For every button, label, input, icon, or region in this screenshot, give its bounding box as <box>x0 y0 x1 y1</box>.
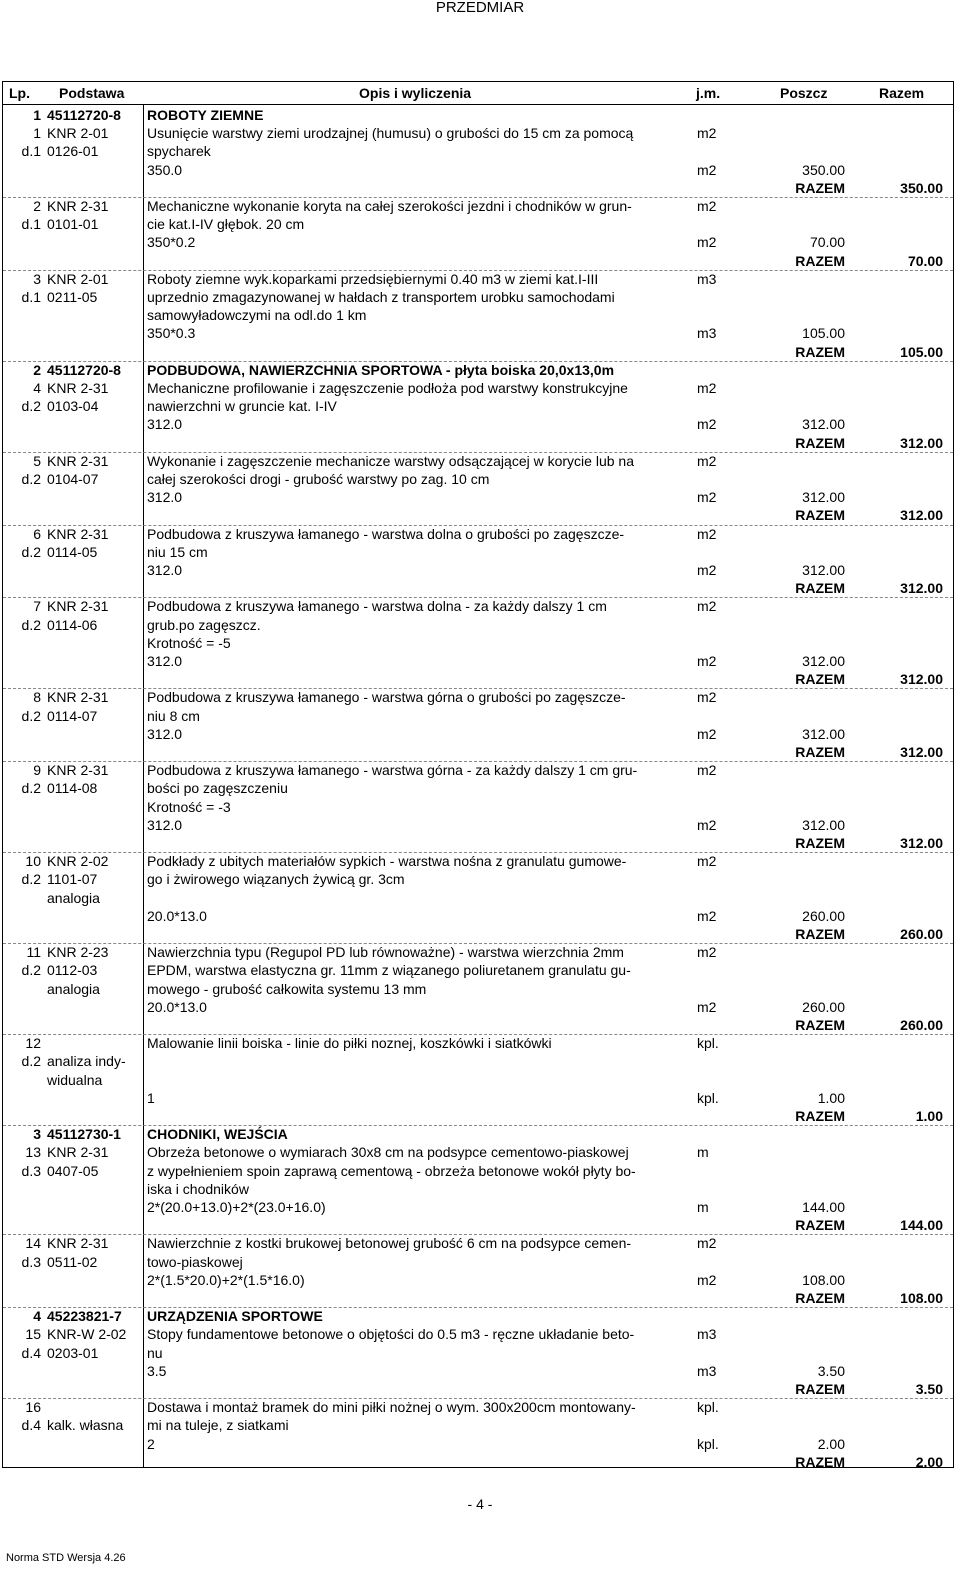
row-separator <box>3 1125 953 1126</box>
row-lp: 15 <box>25 1326 41 1343</box>
row-unit: m2 <box>697 689 717 706</box>
row-poszcz: RAZEM <box>795 252 845 269</box>
col-basis: Podstawa <box>59 85 125 101</box>
row-basis: 45112720-8 <box>47 107 121 123</box>
row-lp: d.3 <box>21 1162 41 1179</box>
row-unit: m2 <box>697 489 717 506</box>
row-poszcz: RAZEM <box>795 434 845 451</box>
row-razem: 350.00 <box>900 179 943 196</box>
row-poszcz: 260.00 <box>802 907 845 924</box>
row-unit: m2 <box>697 725 717 742</box>
row-lp: 2 <box>33 198 41 214</box>
row-separator <box>3 1307 953 1308</box>
row-unit: m2 <box>697 598 717 615</box>
row-unit: m2 <box>697 853 717 870</box>
row-razem: 1.00 <box>915 1108 943 1124</box>
row-desc: niu 8 cm <box>147 707 200 724</box>
row-lp: d.2 <box>21 1053 41 1070</box>
row-razem: 312.00 <box>900 835 943 851</box>
row-desc: 20.0*13.0 <box>147 998 207 1015</box>
row-basis: KNR 2-31 <box>47 198 109 214</box>
row-basis: 1101-07 <box>47 871 98 888</box>
row-desc: CHODNIKI, WEJŚCIA <box>147 1126 288 1143</box>
divider-basis <box>143 104 144 1467</box>
row-lp: d.2 <box>21 616 41 633</box>
row-poszcz: RAZEM <box>795 1453 845 1470</box>
row-basis: KNR-W 2-02 <box>47 1326 127 1343</box>
row-basis: KNR 2-31 <box>47 762 109 779</box>
row-desc: 350*0.3 <box>147 325 196 342</box>
table-header <box>3 82 953 105</box>
row-poszcz: RAZEM <box>795 926 845 942</box>
row-desc: 312.0 <box>147 816 183 833</box>
row-desc: Podbudowa z kruszywa łamanego - warstwa dolna o grubości po zagęszcze- <box>147 525 625 542</box>
row-desc: Podkłady z ubitych materiałów sypkich - warstwa nośna z granulatu gumowe- <box>147 853 627 870</box>
row-desc: 2*(20.0+13.0)+2*(23.0+16.0) <box>147 1199 326 1215</box>
row-desc: uprzednio zmagazynowanej w hałdach z transportem urobku samochodami <box>147 289 615 305</box>
row-lp: d.2 <box>21 543 41 560</box>
row-unit: m2 <box>697 125 717 142</box>
row-desc: EPDM, warstwa elastyczna gr. 11mm z wiązanego poliuretanem granulatu gu- <box>147 962 631 979</box>
row-basis: analogia <box>47 980 100 997</box>
bill-of-quantities-table <box>2 81 954 1468</box>
row-unit: m2 <box>697 452 717 469</box>
row-desc: Stopy fundamentowe betonowe o objętości do 0.5 m3 - ręczne układanie beto- <box>147 1326 635 1343</box>
row-poszcz: 2.00 <box>817 1435 845 1452</box>
row-basis: 0114-05 <box>47 543 98 560</box>
row-lp: d.1 <box>21 143 41 160</box>
row-razem: 3.50 <box>915 1381 943 1397</box>
row-desc: 20.0*13.0 <box>147 907 207 924</box>
row-desc: 312.0 <box>147 562 183 578</box>
row-lp: 3 <box>33 1126 41 1143</box>
row-desc: Usunięcie warstwy ziemi urodzajnej (humusu) o grubości do 15 cm za pomocą <box>147 125 634 142</box>
row-desc: 3.5 <box>147 1362 167 1379</box>
row-desc: samowyładowczymi na odl.do 1 km <box>147 307 367 324</box>
row-unit: m2 <box>697 416 717 433</box>
row-basis: KNR 2-31 <box>47 1144 109 1161</box>
footer-software: Norma STD Wersja 4.26 <box>6 1552 126 1564</box>
row-lp: 1 <box>33 107 41 123</box>
row-basis: kalk. własna <box>47 1417 124 1434</box>
row-desc: Podbudowa z kruszywa łamanego - warstwa górna - za każdy dalszy 1 cm gru- <box>147 762 638 779</box>
row-unit: m2 <box>697 944 717 961</box>
row-lp: d.2 <box>21 780 41 797</box>
row-desc: iska i chodników <box>147 1180 249 1197</box>
row-unit: m2 <box>697 161 717 178</box>
row-unit: m <box>697 1144 709 1161</box>
row-lp: d.4 <box>21 1344 41 1361</box>
row-razem: 312.00 <box>900 744 943 760</box>
row-poszcz: 1.00 <box>817 1089 845 1106</box>
row-unit: m2 <box>697 762 717 779</box>
row-lp: 11 <box>26 944 41 961</box>
row-basis: KNR 2-23 <box>47 944 109 961</box>
row-unit: kpl. <box>697 1399 719 1416</box>
col-unit: j.m. <box>696 85 721 101</box>
col-description: Opis i wyliczenia <box>359 85 472 101</box>
row-poszcz: RAZEM <box>795 1017 845 1033</box>
row-poszcz: RAZEM <box>795 343 845 360</box>
row-lp: 13 <box>25 1144 41 1161</box>
row-razem: 70.00 <box>907 252 943 269</box>
row-poszcz: 312.00 <box>802 562 845 578</box>
page-title: PRZEDMIAR <box>435 0 525 16</box>
row-unit: m2 <box>697 562 717 578</box>
row-lp: 4 <box>33 380 41 396</box>
row-poszcz: 350.00 <box>802 161 845 178</box>
row-desc: spycharek <box>147 143 211 160</box>
row-lp: d.2 <box>21 962 41 979</box>
row-poszcz: RAZEM <box>795 744 845 760</box>
row-lp: 2 <box>33 361 41 378</box>
row-desc: 312.0 <box>147 489 183 506</box>
row-lp: 8 <box>33 689 41 706</box>
row-desc: Malowanie linii boiska - linie do piłki noznej, koszkówki i siatkówki <box>147 1035 552 1052</box>
row-lp: 3 <box>33 270 41 287</box>
row-unit: m2 <box>697 907 717 924</box>
row-lp: 7 <box>33 598 41 615</box>
row-basis: 0104-07 <box>47 471 99 487</box>
row-basis: analiza indy- <box>47 1053 126 1070</box>
row-basis: 0203-01 <box>47 1344 99 1361</box>
row-unit: m3 <box>697 270 717 287</box>
row-desc: nu <box>147 1344 163 1361</box>
row-desc: Roboty ziemne wyk.koparkami przedsiębiernymi 0.40 m3 w ziemi kat.I-III <box>147 270 599 287</box>
row-desc: Obrzeża betonowe o wymiarach 30x8 cm na podsypce cementowo-piaskowej <box>147 1144 629 1161</box>
row-poszcz: 144.00 <box>802 1199 845 1215</box>
row-basis: 45112720-8 <box>47 361 121 378</box>
row-basis: 0101-01 <box>47 216 99 233</box>
row-unit: m3 <box>697 1362 717 1379</box>
row-lp: 1 <box>33 125 41 142</box>
row-basis: 45112730-1 <box>47 1126 121 1143</box>
row-desc: 350.0 <box>147 161 183 178</box>
row-poszcz: 108.00 <box>802 1271 845 1288</box>
row-lp: 6 <box>33 525 41 542</box>
row-desc: cie kat.I-IV głębok. 20 cm <box>147 216 305 233</box>
row-poszcz: RAZEM <box>795 1108 845 1124</box>
col-poszcz: Poszcz <box>780 85 828 101</box>
row-desc: niu 15 cm <box>147 543 208 560</box>
row-desc: ROBOTY ZIEMNE <box>147 107 264 123</box>
row-basis: 45223821-7 <box>47 1308 122 1325</box>
row-basis: KNR 2-31 <box>47 380 109 396</box>
row-basis: KNR 2-31 <box>47 452 109 469</box>
row-desc: URZĄDZENIA SPORTOWE <box>147 1308 323 1325</box>
row-lp: d.1 <box>21 216 41 233</box>
row-razem: 144.00 <box>900 1217 943 1234</box>
row-desc: Podbudowa z kruszywa łamanego - warstwa dolna - za każdy dalszy 1 cm <box>147 598 607 615</box>
row-poszcz: 312.00 <box>802 725 845 742</box>
row-poszcz: 105.00 <box>802 325 845 342</box>
row-basis: KNR 2-31 <box>47 689 109 706</box>
row-basis: KNR 2-31 <box>47 1235 109 1252</box>
row-unit: m <box>697 1199 709 1215</box>
col-razem: Razem <box>879 85 925 101</box>
row-unit: m2 <box>697 1235 717 1252</box>
row-basis: KNR 2-31 <box>47 598 109 615</box>
row-lp: 14 <box>25 1235 41 1252</box>
row-poszcz: RAZEM <box>795 1290 845 1306</box>
row-poszcz: 312.00 <box>802 653 845 669</box>
row-desc: Podbudowa z kruszywa łamanego - warstwa górna o grubości po zagęszcze- <box>147 689 626 706</box>
row-desc: nawierzchni w gruncie kat. I-IV <box>147 398 337 415</box>
row-desc: 350*0.2 <box>147 234 196 251</box>
row-lp: 4 <box>33 1308 41 1325</box>
row-desc: mi na tuleje, z siatkami <box>147 1417 289 1434</box>
row-lp: d.2 <box>21 707 41 724</box>
page-number: - 4 - <box>467 1496 493 1512</box>
row-poszcz: RAZEM <box>795 835 845 851</box>
row-poszcz: 312.00 <box>802 489 845 506</box>
row-desc: grub.po zagęszcz. <box>147 616 261 633</box>
row-desc: mowego - grubość całkowita systemu 13 mm <box>147 980 427 997</box>
row-basis: 0114-06 <box>47 616 98 633</box>
row-unit: m2 <box>697 234 717 251</box>
row-poszcz: 312.00 <box>802 416 845 433</box>
row-unit: m2 <box>697 1271 717 1288</box>
row-poszcz: RAZEM <box>795 671 845 688</box>
row-razem: 312.00 <box>900 434 943 451</box>
row-desc: 312.0 <box>147 416 183 433</box>
row-desc: Krotność = -3 <box>147 798 231 815</box>
row-unit: kpl. <box>697 1089 719 1106</box>
row-desc: towo-piaskowej <box>147 1253 243 1270</box>
row-desc: go i żwirowego wiązanych żywicą gr. 3cm <box>147 871 405 888</box>
row-unit: kpl. <box>697 1435 719 1452</box>
row-desc: 1 <box>147 1089 155 1106</box>
row-basis: KNR 2-31 <box>47 525 109 542</box>
row-razem: 312.00 <box>900 580 943 597</box>
row-desc: Dostawa i montaż bramek do mini piłki nożnej o wym. 300x200cm montowany- <box>147 1399 636 1416</box>
row-basis: 0126-01 <box>47 143 99 160</box>
row-poszcz: 312.00 <box>802 816 845 833</box>
row-poszcz: RAZEM <box>795 1217 845 1234</box>
row-desc: z wypełnieniem spoin zaprawą cementową - obrzeża betonowe wokół płyty bo- <box>147 1162 636 1179</box>
row-unit: m3 <box>697 325 717 342</box>
row-unit: m3 <box>697 1326 717 1343</box>
row-desc: całej szerokości drogi - grubość warstwy po zag. 10 cm <box>147 471 490 487</box>
row-lp: d.4 <box>21 1417 41 1434</box>
row-lp: d.2 <box>21 471 41 487</box>
row-basis: 0211-05 <box>47 289 98 305</box>
row-unit: m2 <box>697 653 717 669</box>
row-lp: d.1 <box>21 289 41 305</box>
row-desc: bości po zagęszczeniu <box>147 780 288 797</box>
row-unit: kpl. <box>697 1035 719 1052</box>
row-desc: Nawierzchnia typu (Regupol PD lub równoważne) - warstwa wierzchnia 2mm <box>147 944 624 961</box>
row-poszcz: RAZEM <box>795 580 845 597</box>
row-poszcz: RAZEM <box>795 179 845 196</box>
row-unit: m2 <box>697 998 717 1015</box>
row-razem: 312.00 <box>900 671 943 688</box>
row-desc: 2*(1.5*20.0)+2*(1.5*16.0) <box>147 1271 305 1288</box>
row-poszcz: 3.50 <box>817 1362 845 1379</box>
row-desc: Nawierzchnie z kostki brukowej betonowej grubość 6 cm na podsypce cemen- <box>147 1235 632 1252</box>
row-basis: 0103-04 <box>47 398 99 415</box>
row-desc: Mechaniczne wykonanie koryta na całej szerokości jezdni i chodników w grun- <box>147 198 632 214</box>
row-lp: 16 <box>25 1399 41 1416</box>
row-razem: 260.00 <box>900 926 943 942</box>
row-basis: 0114-08 <box>47 780 98 797</box>
row-basis: KNR 2-01 <box>47 125 109 142</box>
row-unit: m2 <box>697 198 717 214</box>
row-desc: Wykonanie i zagęszczenie mechanicze warstwy odsączającej w korycie lub na <box>147 452 634 469</box>
col-lp: Lp. <box>9 85 30 101</box>
row-basis: KNR 2-02 <box>47 853 109 870</box>
row-desc: Krotność = -5 <box>147 634 231 651</box>
row-basis: 0511-02 <box>47 1253 98 1270</box>
row-razem: 260.00 <box>900 1017 943 1033</box>
row-basis: KNR 2-01 <box>47 270 109 287</box>
row-desc: 312.0 <box>147 725 183 742</box>
row-lp: 12 <box>25 1035 41 1052</box>
row-razem: 105.00 <box>900 343 943 360</box>
row-poszcz: 70.00 <box>809 234 845 251</box>
row-poszcz: 260.00 <box>802 998 845 1015</box>
row-basis: 0112-03 <box>47 962 98 979</box>
row-poszcz: RAZEM <box>795 507 845 524</box>
row-lp: 10 <box>25 853 41 870</box>
row-basis: 0407-05 <box>47 1162 99 1179</box>
row-basis: widualna <box>47 1071 103 1088</box>
row-lp: 9 <box>33 762 41 779</box>
row-lp: d.2 <box>21 398 41 415</box>
row-desc: 2 <box>147 1435 155 1452</box>
row-poszcz: RAZEM <box>795 1381 845 1397</box>
row-lp: d.3 <box>21 1253 41 1270</box>
row-desc: PODBUDOWA, NAWIERZCHNIA SPORTOWA - płyta boiska 20,0x13,0m <box>147 361 615 378</box>
row-razem: 312.00 <box>900 507 943 524</box>
row-basis: analogia <box>47 889 100 906</box>
row-unit: m2 <box>697 816 717 833</box>
row-basis: 0114-07 <box>47 707 98 724</box>
row-desc: Mechaniczne profilowanie i zagęszczenie podłoża pod warstwy konstrukcyjne <box>147 380 628 396</box>
row-lp: 5 <box>33 452 41 469</box>
row-lp: d.2 <box>21 871 41 888</box>
row-desc: 312.0 <box>147 653 183 669</box>
row-razem: 108.00 <box>900 1290 943 1306</box>
row-razem: 2.00 <box>915 1453 943 1470</box>
row-unit: m2 <box>697 380 717 396</box>
row-unit: m2 <box>697 525 717 542</box>
